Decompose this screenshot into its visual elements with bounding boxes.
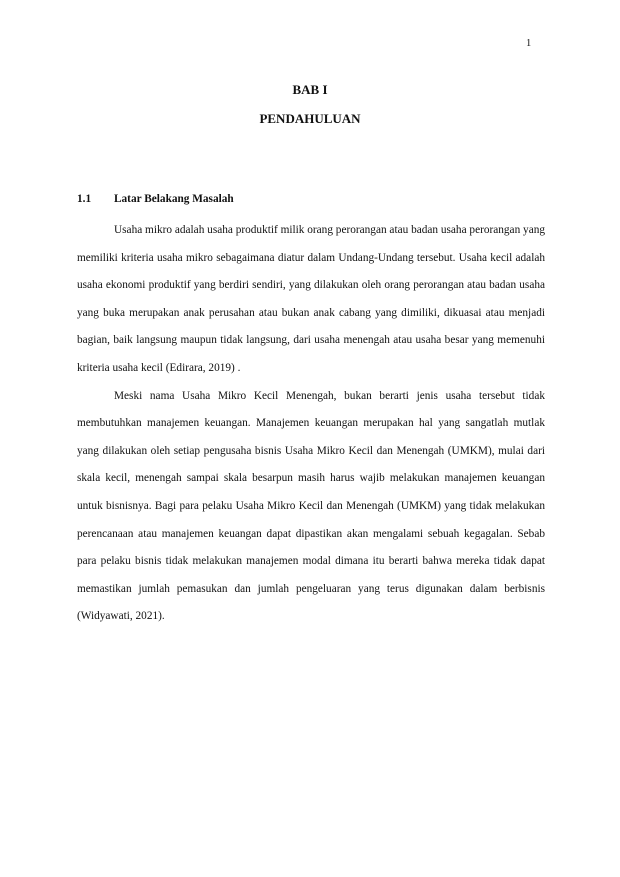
body-text — [77, 217, 545, 631]
section-number: 1.1 — [77, 193, 92, 205]
paragraph: Usaha mikro adalah usaha produktif milik orang perorangan atau badan usaha perorangan yang memiliki kriteria usaha mikro sebagaimana diatur dalam Undang-Undang tersebut. Usaha kecil adalah usaha ekonomi produktif yang berdiri sendiri, yang dilakukan oleh orang perorangan atau badan usaha yang buka merupakan anak perusahan atau bukan anak cabang yang dimiliki, dikuasai atau menjadi bagian, baik langsung maupun tidak langsung, dari usaha menengah atau usaha besar yang memenuhi kriteria usaha kecil (Edirara, 2019) . — [77, 224, 546, 374]
section-title: Latar Belakang Masalah — [114, 193, 234, 205]
chapter-title: PENDAHULUAN — [259, 111, 361, 126]
chapter-number: BAB I — [292, 82, 328, 97]
section-heading — [77, 193, 234, 205]
paragraph: Meski nama Usaha Mikro Kecil Menengah, bukan berarti jenis usaha tersebut tidak membutuhkan manajemen keuangan. Manajemen keuangan merupakan hal yang sangatlah mutlak yang dilakukan oleh setiap pengusaha bisnis Usaha Mikro Kecil dan Menengah (UMKM), mulai dari skala kecil, menengah sampai skala besarpun masih harus wajib melakukan manajemen keuangan untuk bisnisnya. Bagi para pelaku Usaha Mikro Kecil dan Menengah (UMKM) yang tidak melakukan perencanaan atau manajemen keuangan dapat dipastikan akan mengalami sebuah kegagalan. Sebab para pelaku bisnis tidak melakukan manajemen modal dimana itu berarti bahwa mereka tidak dapat memastikan jumlah pemasukan dan jumlah pengeluaran yang terus digunakan dalam berbisnis (Widyawati, 2021). — [77, 389, 545, 623]
page-number: 1 — [526, 38, 532, 49]
